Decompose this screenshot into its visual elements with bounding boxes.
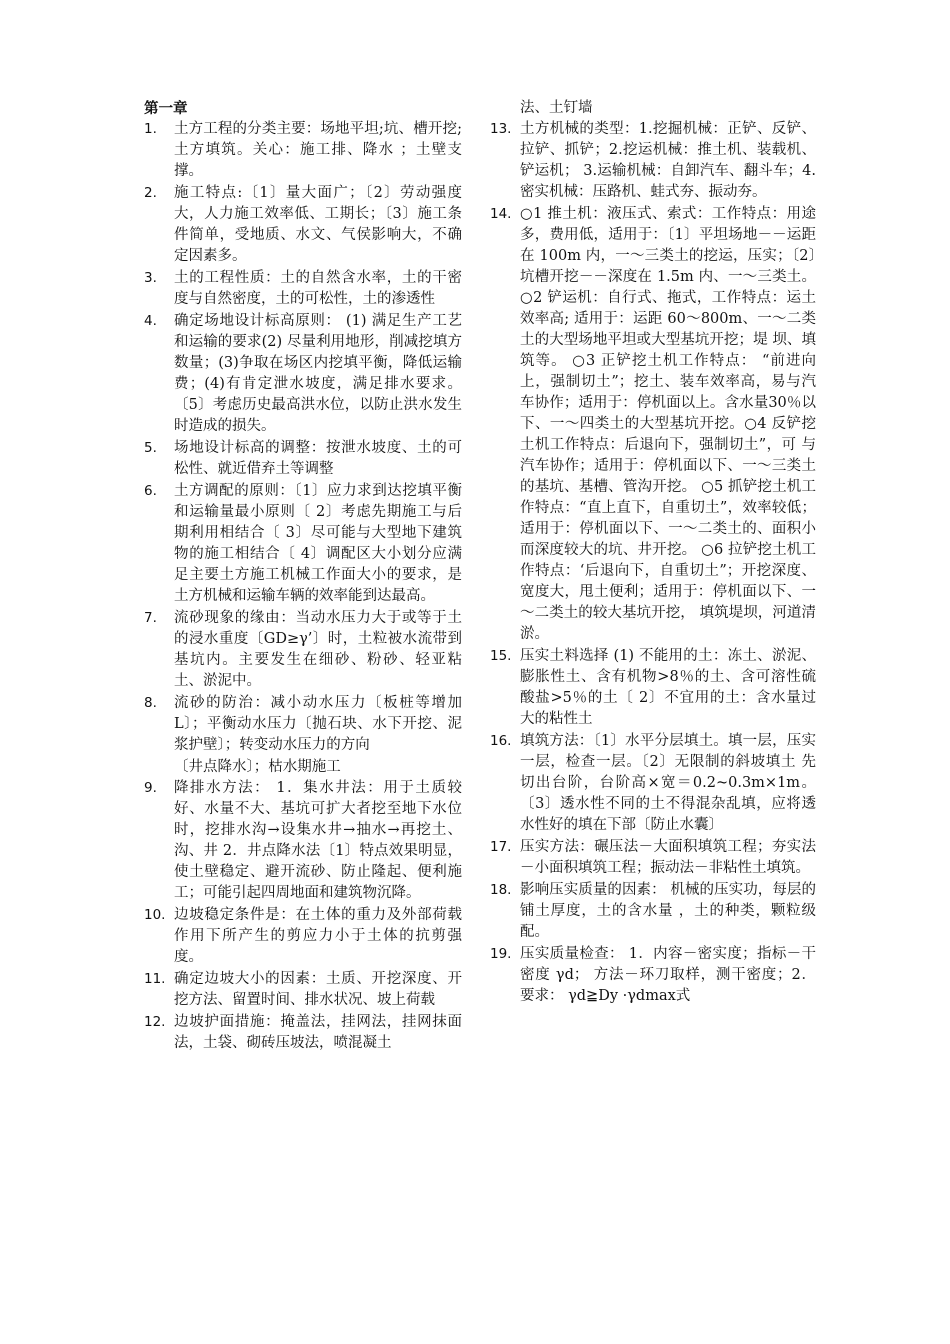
item-text: 确定场地设计标高原则： (1) 满足生产工艺和运输的要求(2) 尽量利用地形，削减挖填方数量；(3)争取在场区内挖填平衡，降低运输费；(4)有肯定泄水坡度，满足排水要求。〔5〕考虑历史最高洪水位，以防止洪水发生时造成的损失。 [174,313,462,434]
list-item [144,311,462,437]
list-item [490,837,816,879]
item-number: 12. [144,1014,166,1030]
item-text: 影响压实质量的因素： 机械的压实功，每层的铺土厚度，土的含水量 ，土的种类，颗粒级配。 [520,882,816,940]
item-text: 压实方法：碾压法－大面积填筑工程；夯实法－小面积填筑工程；振动法－非粘性土填筑。 [520,839,816,876]
item-text: 场地设计标高的调整：按泄水坡度、土的可松性、就近借弃土等调整 [174,440,462,477]
item-number: 19. [490,946,512,962]
left-column [144,98,462,1055]
item-number: 11. [144,971,166,987]
chapter-title: 第一章 [144,100,188,117]
list-item [490,731,816,836]
list-item [144,905,462,968]
item-text: 流砂的防治：减小动水压力〔板桩等增加 L〕；平衡动水压力〔抛石块、水下开挖、泥浆护壁〕；转变动水压力的方向 [174,695,462,753]
list-item [144,183,462,267]
item-text: 边坡稳定条件是：在土体的重力及外部荷载作用下所产生的剪应力小于土体的抗剪强度。 [174,907,462,965]
item-text: 土方机械的类型：1.挖掘机械：正铲、反铲、拉铲、抓铲；2.挖运机械：推土机、装载机、铲运机； 3.运输机械：自卸汽车、翻斗车；4.密实机械：压路机、蛙式夯、振动夯。 [520,121,816,200]
list-item [144,1012,462,1054]
item-number: 15. [490,648,512,664]
item-number: 2. [144,185,157,201]
item-text: 降排水方法： 1．集水井法：用于土质较好、水量不大、基坑可扩大者挖至地下水位时，挖排水沟→设集水井→抽水→再挖土、沟、井 2．井点降水法〔1〕特点效果明显，使土壁稳定、避开流砂、防止隆起、便利施工；可能引起四周地面和建筑物沉降。 [174,780,462,901]
list-item [144,119,462,182]
list-item [144,778,462,904]
right-column [490,98,816,1008]
item-number: 9. [144,780,157,796]
item-text: 压实土料选择 (1) 不能用的土：冻土、淤泥、膨胀性土、含有机物>8％的土、含可溶性硫酸盐>5％的土〔 2〕不宜用的土：含水量过大的粘性土 [520,648,816,727]
list-item [144,438,462,480]
item-text: ○1 推土机：液压式、索式：工作特点：用途多，费用低，适用于：〔1〕平坦场地－－运距在 100m 内，一～三类土的挖运，压实；〔2〕坑槽开挖－－深度在 1.5m 内、一～三类土。 ○2 铲运机：自行式、拖式，工作特点：运土效率高; 适用于：运距 60～800m、一～二类土的大型场地平坦或大型基坑开挖；堤 坝、填筑等。 ○3 正铲挖土机工作特点： “前进向上，强制切土”；挖土、装车效率高，易与汽车协作；适用于：停机面以上。含水量30％以下、一～四类土的大型基坑开挖。○4 反铲挖土机工作特点：后退向下，强制切土”，可 与汽车协作；适用于：停机面以下、一～三类土的基坑、基槽、管沟开挖。 ○5 抓铲挖土机工作特点：“直上直下，自重切土”，效率较低；适用于：停机面以下、一～二类土的、面积小而深度较大的坑、井开挖。 ○6 拉铲挖土机工作特点：‘后退向下，自重切土”；开挖深度、宽度大，甩土便利；适用于：停机面以下、一～二类土的较大基坑开挖， 填筑堤坝，河道清淤。 [520,206,816,642]
continuation-text: 法、土钉墙 [520,100,593,116]
list-item [144,608,462,692]
item-text: 土方调配的原则：〔1〕应力求到达挖填平衡和运输量最小原则〔 2〕考虑先期施工与后期利用相结合〔 3〕尽可能与大型地下建筑物的施工相结合〔 4〕调配区大小划分应满足主要土方施工机械工作面大小的要求，是土方机械和运输车辆的效率能到达最高。 [174,483,462,604]
item-number: 6. [144,483,157,499]
item-number: 1. [144,121,157,137]
item-text: 压实质量检查： 1．内容－密实度；指标－干密度 γd； 方法－环刀取样，测干密度；2．要求： γd≧Dy ·γdmax式 [520,946,816,1004]
item-text: 土的工程性质：土的自然含水率，土的干密度与自然密度，土的可松性，土的渗透性 [174,270,462,307]
item-continuation: 〔井点降水〕；枯水期施工 [174,759,341,775]
item-number: 4. [144,313,157,329]
list-item [490,944,816,1007]
list-item [144,693,462,756]
item-number: 14. [490,206,512,222]
item-text: 土方工程的分类主要：场地平坦;坑、槽开挖;土方填筑。关心：施工排、降水 ；土壁支撑。 [174,121,462,179]
list-item [490,119,816,203]
list-item [144,969,462,1011]
list-item [144,268,462,310]
item-number: 17. [490,839,512,855]
list-item [490,204,816,645]
item-number: 18. [490,882,512,898]
item-number: 7. [144,610,157,626]
list-item [144,481,462,607]
item-number: 16. [490,733,512,749]
item-text: 边坡护面措施：掩盖法，挂网法，挂网抹面法，土袋、砌砖压坡法，喷混凝土 [174,1014,462,1051]
right-item-list [490,119,816,1007]
left-item-list [144,119,462,1054]
item-text: 施工特点:〔1〕量大面广；〔2〕劳动强度大，人力施工效率低、工期长；〔3〕施工条件简单，受地质、水文、气侯影响大，不确定因素多。 [174,185,462,264]
item-text: 确定边坡大小的因素：土质、开挖深度、开挖方法、留置时间、排水状况、坡上荷载 [174,971,462,1008]
item-text: 流砂现象的缘由：当动水压力大于或等于土的浸水重度〔GD≥γ’〕时，土粒被水流带到基坑内。主要发生在细砂、粉砂、轻亚粘土、淤泥中。 [174,610,462,689]
list-item [490,880,816,943]
item-number: 8. [144,695,157,711]
item-number: 13. [490,121,512,137]
item-number: 3. [144,270,157,286]
item-number: 10. [144,907,166,923]
item-number: 5. [144,440,157,456]
item-text: 填筑方法：〔1〕水平分层填土。填一层，压实一层，检查一层。〔2〕无限制的斜坡填土 先切出台阶，台阶高×宽＝0.2~0.3m×1m。〔3〕透水性不同的土不得混杂乱填，应将透水性好的填在下部〔防止水囊〕 [520,733,816,833]
list-item [490,646,816,730]
